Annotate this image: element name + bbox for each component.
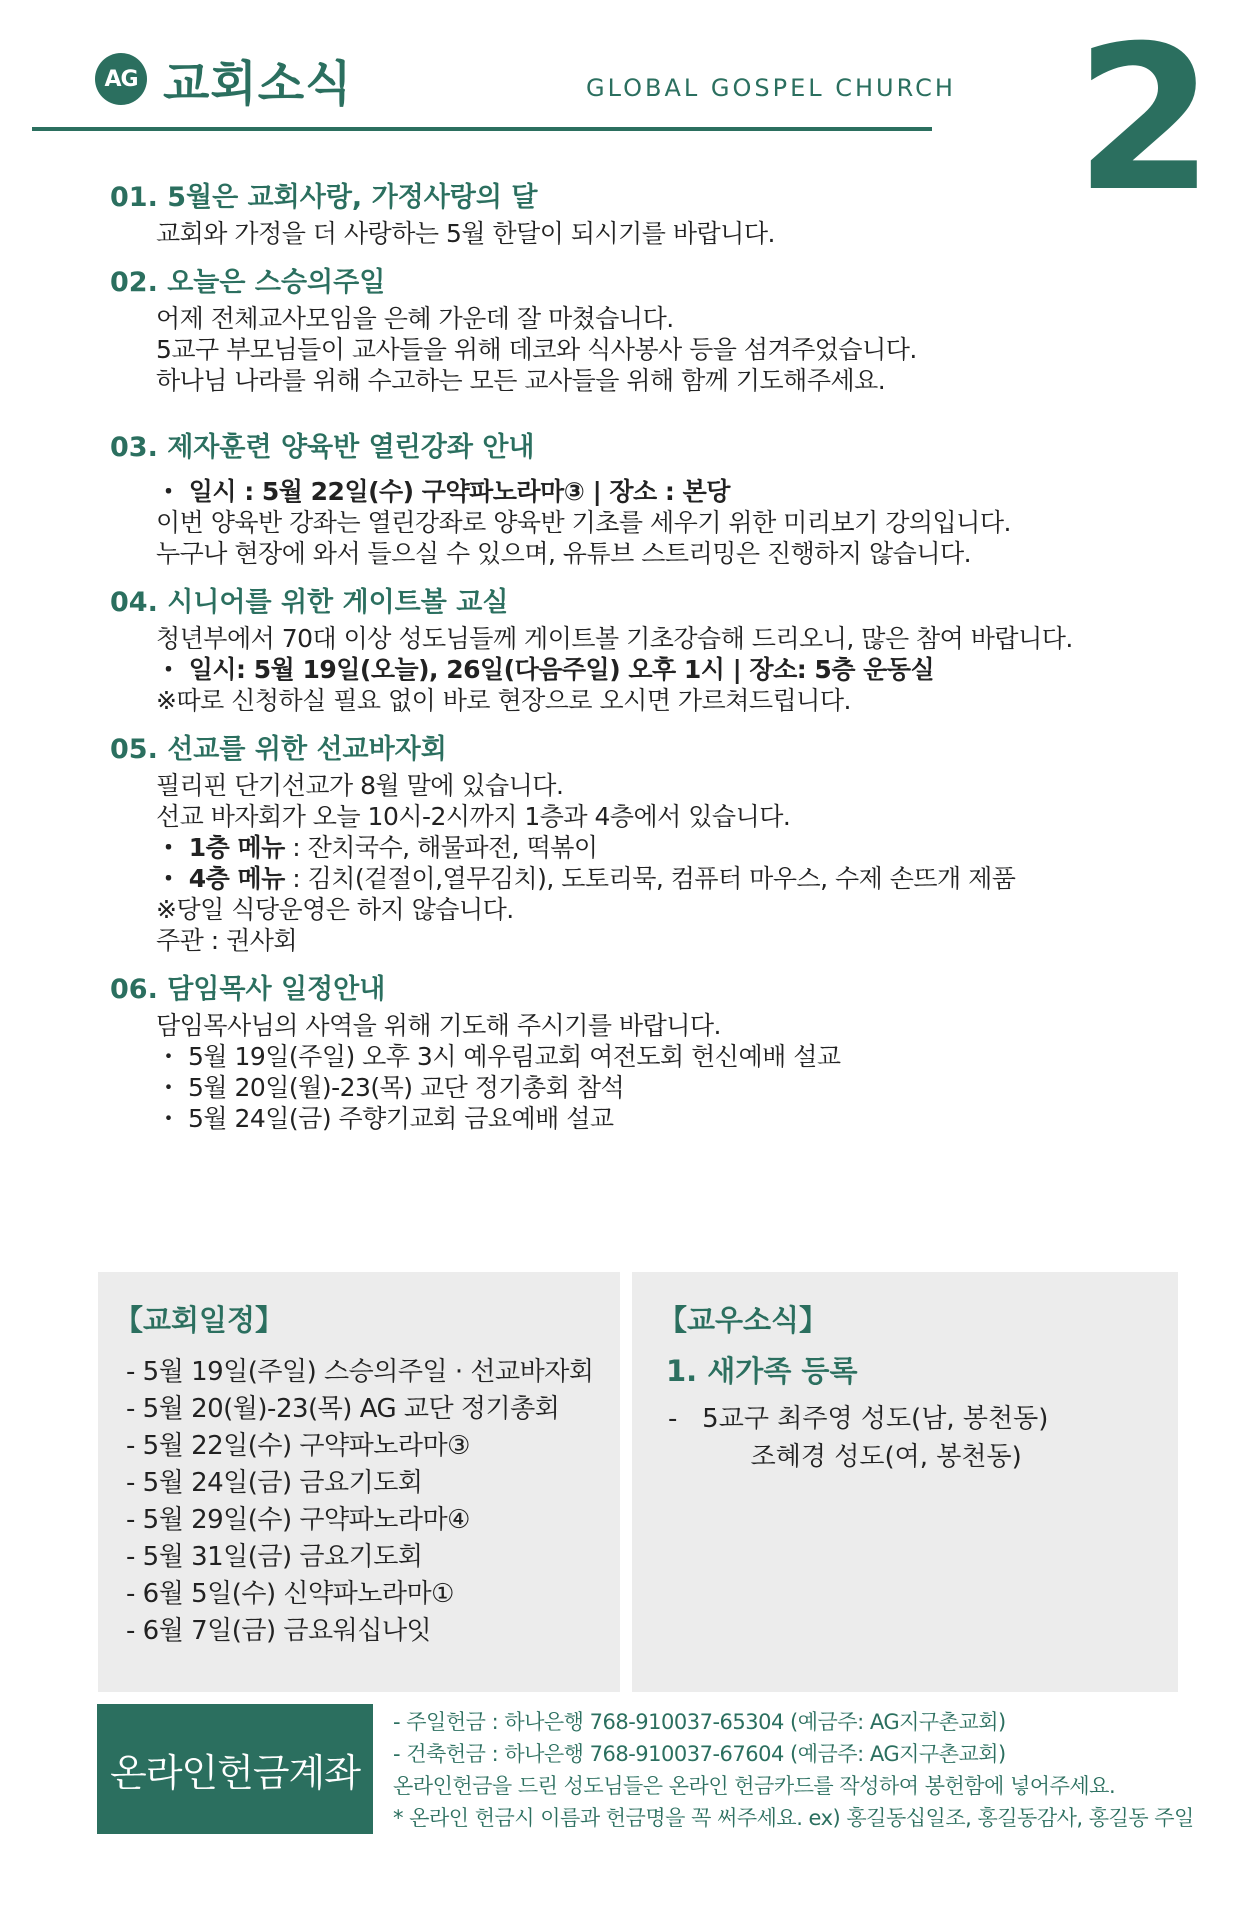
header-divider (32, 127, 932, 131)
announcement-item-06 (110, 970, 1210, 1134)
schedule-title: 【교회일정】 (114, 1303, 285, 1337)
item-body (110, 770, 1210, 956)
item-line: 주관 : 권사회 (156, 926, 298, 955)
new-family-heading: 1. 새가족 등록 (666, 1354, 858, 1388)
announcement-item-05 (110, 730, 1210, 956)
item-line-date-place: ・ 일시 : 5월 22일(수) 구약파노라마③ | 장소 : 본당 (156, 477, 730, 506)
page-title: 교회소식 (163, 56, 353, 112)
item-line: ※따로 신청하실 필요 없이 바로 현장으로 오시면 가르쳐드립니다. (156, 686, 851, 715)
announcement-item-02 (110, 263, 1210, 396)
item-line: 5교구 부모님들이 교사들을 위해 데코와 식사봉사 등을 섬겨주었습니다. (156, 335, 917, 364)
menu-text: : 잔치국수, 해물파전, 떡볶이 (284, 833, 598, 862)
item-line: ※당일 식당운영은 하지 않습니다. (156, 895, 514, 924)
item-line: 선교 바자회가 오늘 10시-2시까지 1층과 4층에서 있습니다. (156, 802, 791, 831)
item-title: 04. 시니어를 위한 게이트볼 교실 (110, 587, 509, 618)
item-body (110, 1010, 1210, 1134)
schedule-item: - 5월 24일(금) 금요기도회 (126, 1468, 423, 1498)
schedule-item: - 5월 29일(수) 구약파노라마④ (126, 1505, 470, 1535)
schedule-list (126, 1354, 594, 1650)
item-title: 02. 오늘은 스승의주일 (110, 267, 386, 298)
church-schedule-panel (98, 1272, 620, 1692)
menu-line-1f (156, 832, 1210, 863)
member-news-title: 【교우소식】 (658, 1303, 829, 1337)
announcement-item-04 (110, 583, 1210, 716)
new-family-item: - 5교구 최주영 성도(남, 봉천동) (668, 1404, 1049, 1434)
announcement-item-03 (110, 428, 1210, 569)
announcement-list (110, 178, 1210, 1148)
item-body (110, 476, 1210, 569)
item-line: 필리핀 단기선교가 8월 말에 있습니다. (156, 771, 564, 800)
offering-account-sunday: - 주일헌금 : 하나은행 768-910037-65304 (예금주: AG지구촌교회) (393, 1710, 1006, 1734)
item-line: 교회와 가정을 더 사랑하는 5월 한달이 되시기를 바랍니다. (156, 219, 775, 248)
item-line: 어제 전체교사모임을 은혜 가운데 잘 마쳤습니다. (156, 304, 674, 333)
item-line-date-place: ・ 일시: 5월 19일(오늘), 26일(다음주일) 오후 1시 | 장소: 5층 운동실 (156, 655, 935, 684)
menu-text: : 김치(겉절이,열무김치), 도토리묵, 컴퓨터 마우스, 수제 손뜨개 제품 (284, 864, 1016, 893)
offering-note: 온라인헌금을 드린 성도님들은 온라인 헌금카드를 작성하여 봉헌함에 넣어주세요. (393, 1774, 1116, 1798)
schedule-item: - 6월 5일(수) 신약파노라마① (126, 1579, 454, 1609)
item-line: ・ 5월 20일(월)-23(목) 교단 정기총회 참석 (156, 1073, 625, 1102)
offering-info (393, 1706, 1194, 1834)
schedule-item: - 5월 31일(금) 금요기도회 (126, 1542, 423, 1572)
ag-logo: AG (95, 53, 147, 105)
item-title: 03. 제자훈련 양육반 열린강좌 안내 (110, 432, 535, 463)
item-body (110, 623, 1210, 716)
announcement-item-01 (110, 178, 1210, 249)
menu-label: ・ 4층 메뉴 (156, 864, 285, 893)
offering-account-building: - 건축헌금 : 하나은행 768-910037-67604 (예금주: AG지구촌교회) (393, 1742, 1006, 1766)
schedule-item: - 5월 20(월)-23(목) AG 교단 정기총회 (126, 1394, 560, 1424)
item-title: 05. 선교를 위한 선교바자회 (110, 734, 447, 765)
menu-label: ・ 1층 메뉴 (156, 833, 285, 862)
item-line: 담임목사님의 사역을 위해 기도해 주시기를 바랍니다. (156, 1011, 721, 1040)
member-news-panel (632, 1272, 1178, 1692)
item-line: 이번 양육반 강좌는 열린강좌로 양육반 기초를 세우기 위한 미리보기 강의입니다. (156, 508, 1011, 537)
item-title: 06. 담임목사 일정안내 (110, 974, 386, 1005)
online-offering-label: 온라인헌금계좌 (97, 1704, 373, 1834)
schedule-item: - 5월 19일(주일) 스승의주일 · 선교바자회 (126, 1357, 594, 1387)
offering-instruction: * 온라인 헌금시 이름과 헌금명을 꼭 써주세요. ex) 홍길동십일조, 홍길동감사, 홍길동 주일 (393, 1806, 1194, 1830)
item-line: 누구나 현장에 와서 들으실 수 있으며, 유튜브 스트리밍은 진행하지 않습니다. (156, 539, 972, 568)
schedule-item: - 5월 22일(수) 구약파노라마③ (126, 1431, 470, 1461)
page-number: 2 (1075, 3, 1215, 236)
item-body (110, 218, 1210, 249)
item-line: 하나님 나라를 위해 수고하는 모든 교사들을 위해 함께 기도해주세요. (156, 366, 886, 395)
church-name: GLOBAL GOSPEL CHURCH (586, 74, 956, 102)
new-family-list (668, 1400, 1048, 1476)
schedule-item: - 6월 7일(금) 금요워십나잇 (126, 1616, 432, 1646)
menu-line-4f (156, 863, 1210, 894)
item-line: ・ 5월 19일(주일) 오후 3시 예우림교회 여전도회 헌신예배 설교 (156, 1042, 841, 1071)
new-family-item: 조혜경 성도(여, 봉천동) (668, 1442, 1022, 1472)
item-title: 01. 5월은 교회사랑, 가정사랑의 달 (110, 182, 538, 213)
item-body (110, 303, 1210, 396)
item-line: 청년부에서 70대 이상 성도님들께 게이트볼 기초강습해 드리오니, 많은 참여 바랍니다. (156, 624, 1073, 653)
item-line: ・ 5월 24일(금) 주향기교회 금요예배 설교 (156, 1104, 614, 1133)
